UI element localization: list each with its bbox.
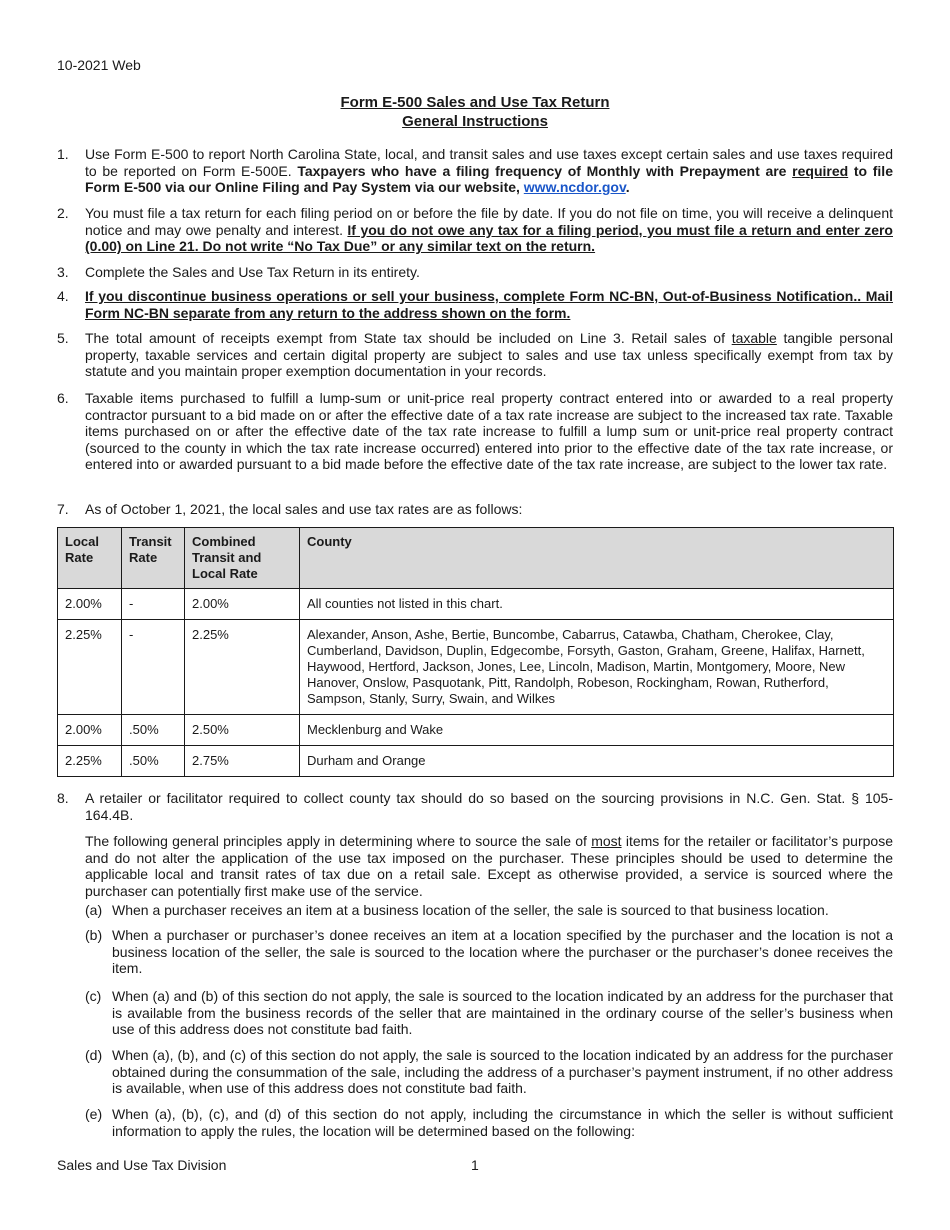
combined-rate-cell: 2.25% bbox=[185, 620, 300, 715]
instruction-1 bbox=[57, 146, 893, 196]
instruction-bold-underlined: required bbox=[792, 162, 849, 179]
instruction-text: Complete the Sales and Use Tax Return in its entirety. bbox=[85, 264, 420, 280]
local-rate-cell: 2.00% bbox=[58, 715, 122, 746]
column-header-transit-rate: Transit Rate bbox=[122, 528, 185, 589]
instruction-number: 6. bbox=[57, 390, 69, 406]
instruction-4 bbox=[57, 288, 893, 321]
county-cell: Alexander, Anson, Ashe, Bertie, Buncombe, Cabarrus, Catawba, Chatham, Cherokee, Clay, Cumberland, Davidson, Duplin, Edgecombe, Forsyth, Gaston, Graham, Greene, Halifax, Harnett, Haywood, Hertford, Jackson, Jones, Lee, Lincoln, Madison, Martin, Montgomery, Moore, New Hanover, Onslow, Pasquotank, Pitt, Randolph, Robeson, Rockingham, Rowan, Rutherford, Sampson, Stanly, Surry, Swain, and Wilkes bbox=[300, 620, 894, 715]
instruction-bold-text: Taxpayers who have a filing frequency of Monthly with Prepayment are bbox=[297, 162, 793, 179]
instruction-text: You must file a tax return for each filing period on or before the file by date. If you do not file on time, you will receive a delinquent notice and may owe penalty and interest. bbox=[85, 205, 893, 238]
instruction-bold-text: to file Form E-500 via our Online Filing and Pay System via our website, bbox=[85, 162, 893, 196]
instruction-text: Use Form E-500 to report North Carolina State, local, and transit sales and use taxes except certain sales and use taxes required to be reported on Form E-500E. bbox=[85, 146, 893, 179]
sourcing-rule-a bbox=[85, 902, 893, 919]
local-rate-cell: 2.25% bbox=[58, 620, 122, 715]
footer-division: Sales and Use Tax Division bbox=[57, 1157, 227, 1173]
instruction-number: 7. bbox=[57, 501, 69, 517]
instruction-number: 1. bbox=[57, 146, 69, 162]
rule-text: When (a), (b), and (c) of this section do not apply, the sale is sourced to the location indicated by an address for the purchaser obtained during the consummation of the sale, including the address of a purchaser’s payment instrument, if no other address is available, when use of this address does not constitute bad faith. bbox=[112, 1047, 893, 1097]
rule-text: When (a), (b), (c), and (d) of this section do not apply, including the circumstance in which the seller is without sufficient information to apply the rules, the location will be determined based on the following: bbox=[112, 1106, 893, 1139]
table-row bbox=[58, 589, 894, 620]
sourcing-rule-b bbox=[85, 927, 893, 977]
table-row bbox=[58, 715, 894, 746]
page-title bbox=[0, 93, 950, 131]
rule-text: When (a) and (b) of this section do not apply, the sale is sourced to the location indicated by an address for the purchaser that is available from the business records of the seller that are maintained in the ordinary course of the seller’s business when use of this address does not constitute bad faith. bbox=[112, 988, 893, 1038]
local-rate-cell: 2.25% bbox=[58, 746, 122, 777]
county-cell: Durham and Orange bbox=[300, 746, 894, 777]
instruction-number: 2. bbox=[57, 205, 69, 221]
paragraph-text: items for the retailer or facilitator’s purpose and do not alter the application of the use tax imposed on the purchaser. These principles should be used to determine the applicable local and transit rates of tax due on a retail sale. Except as otherwise provided, a service is sourced where the purchaser can potentially first make use of the service. bbox=[85, 833, 893, 899]
instruction-number: 4. bbox=[57, 288, 69, 304]
rule-text: When a purchaser receives an item at a business location of the seller, the sale is sourced to that business location. bbox=[112, 902, 829, 918]
instruction-8 bbox=[57, 790, 893, 823]
rule-label: (d) bbox=[85, 1047, 103, 1063]
tax-rates-table bbox=[57, 527, 894, 777]
page-number: 1 bbox=[471, 1157, 479, 1173]
transit-rate-cell: - bbox=[122, 620, 185, 715]
instruction-7 bbox=[57, 501, 893, 518]
combined-rate-cell: 2.75% bbox=[185, 746, 300, 777]
instruction-text: As of October 1, 2021, the local sales and use tax rates are as follows: bbox=[85, 501, 523, 517]
column-header-local-rate: Local Rate bbox=[58, 528, 122, 589]
instruction-6 bbox=[57, 390, 893, 473]
instruction-3 bbox=[57, 264, 893, 281]
county-cell: Mecklenburg and Wake bbox=[300, 715, 894, 746]
column-header-county: County bbox=[300, 528, 894, 589]
sourcing-rule-e bbox=[85, 1106, 893, 1139]
instruction-bold-underlined: If you discontinue business operations or sell your business, complete Form NC-BN, Out-of-Business Notification.. Mail Form NC-BN separate from any return to the address shown on the form. bbox=[85, 288, 893, 321]
table-row bbox=[58, 620, 894, 715]
instruction-2 bbox=[57, 205, 893, 255]
instruction-number: 5. bbox=[57, 330, 69, 346]
ncdor-website-link[interactable]: www.ncdor.gov bbox=[523, 179, 626, 196]
instruction-5 bbox=[57, 330, 893, 380]
sourcing-principles-paragraph bbox=[57, 833, 893, 899]
form-version: 10-2021 Web bbox=[57, 57, 141, 73]
column-header-combined-rate: Combined Transit and Local Rate bbox=[185, 528, 300, 589]
instruction-text: The total amount of receipts exempt from State tax should be included on Line 3. Retail sales of bbox=[85, 330, 732, 346]
combined-rate-cell: 2.50% bbox=[185, 715, 300, 746]
transit-rate-cell: .50% bbox=[122, 715, 185, 746]
paragraph-text: The following general principles apply in determining where to source the sale of bbox=[85, 833, 592, 849]
table-header-row bbox=[58, 528, 894, 589]
rule-label: (e) bbox=[85, 1106, 103, 1122]
instruction-number: 8. bbox=[57, 790, 69, 806]
instruction-bold-text: . bbox=[625, 179, 630, 196]
sourcing-rule-d bbox=[85, 1047, 893, 1097]
paragraph-underlined: most bbox=[591, 833, 622, 849]
table-row bbox=[58, 746, 894, 777]
rule-label: (c) bbox=[85, 988, 102, 1004]
instruction-text: Taxable items purchased to fulfill a lump-sum or unit-price real property contract entered into or awarded to a real property contractor pursuant to a bid made on or after the effective date of a tax rate increase are subject to the increased tax rate. Taxable items purchased on or after the effective date of the tax rate increase to fulfill a lump sum or unit-price real property contract (sourced to the county in which the tax rate increase occurred) entered into prior to the effective date of the tax rate increase, or entered into or awarded pursuant to a bid made before the effective date of the tax rate increase, are subject to the lower tax rate. bbox=[85, 390, 893, 473]
combined-rate-cell: 2.00% bbox=[185, 589, 300, 620]
transit-rate-cell: .50% bbox=[122, 746, 185, 777]
instruction-bold-underlined: If you do not owe any tax for a filing period, you must file a return and enter zero (0.00) on Line 21. Do not write “No Tax Due” or any similar text on the return. bbox=[85, 221, 893, 255]
rule-text: When a purchaser or purchaser’s donee receives an item at a location specified by the purchaser and the location is not a business location of the seller, the sale is sourced to the location where the purchaser or the purchaser’s donee receives the item. bbox=[112, 927, 893, 977]
instruction-number: 3. bbox=[57, 264, 69, 280]
sourcing-rule-c bbox=[85, 988, 893, 1038]
rule-label: (b) bbox=[85, 927, 103, 943]
local-rate-cell: 2.00% bbox=[58, 589, 122, 620]
transit-rate-cell: - bbox=[122, 589, 185, 620]
title-line-2: General Instructions bbox=[402, 113, 548, 130]
instruction-text: tangible personal property, taxable services and certain digital property are subject to sales and use tax unless specifically exempt from tax by statute and you maintain proper exemption documentation in your records. bbox=[85, 330, 893, 380]
instruction-text: A retailer or facilitator required to collect county tax should do so based on the sourcing provisions in N.C. Gen. Stat. § 105-164.4B. bbox=[85, 790, 893, 823]
county-cell: All counties not listed in this chart. bbox=[300, 589, 894, 620]
title-line-1: Form E-500 Sales and Use Tax Return bbox=[340, 94, 610, 111]
rule-label: (a) bbox=[85, 902, 103, 918]
instruction-underlined: taxable bbox=[731, 330, 777, 346]
